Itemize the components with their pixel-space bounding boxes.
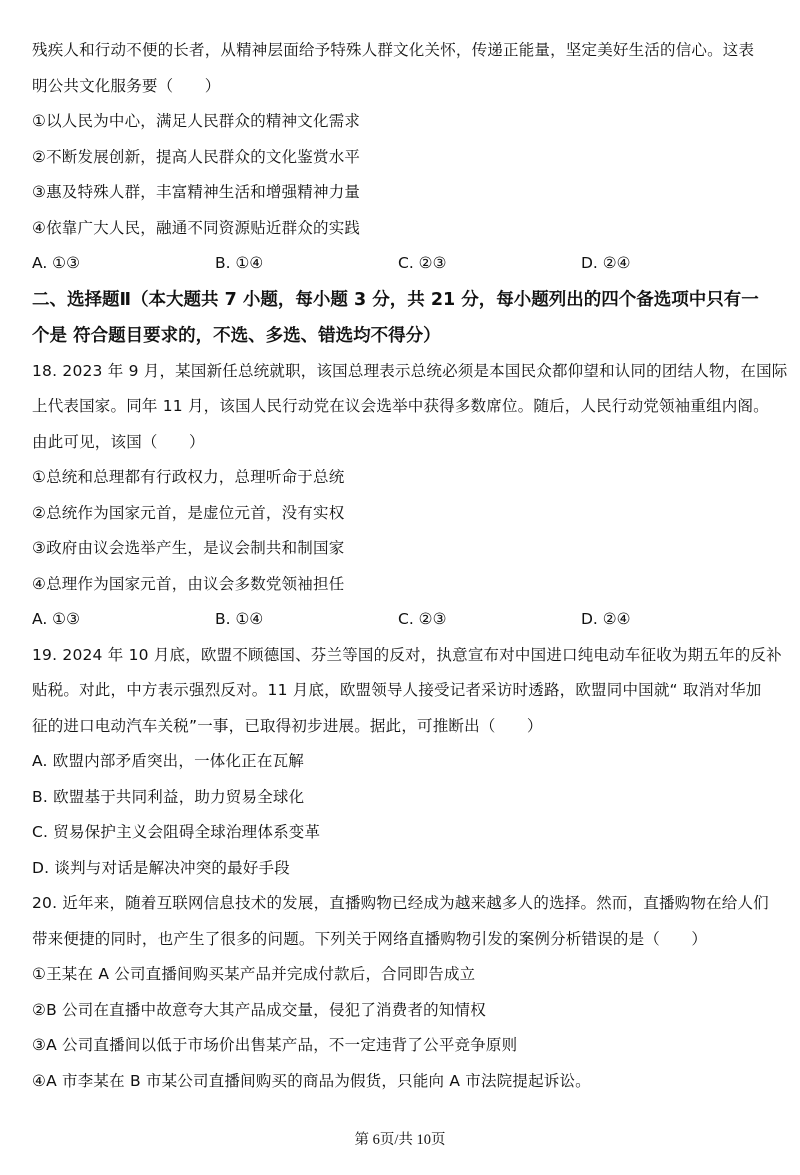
- stem-line: 带来便捷的同时，也产生了很多的问题。下列关于网络直播购物引发的案例分析错误的是（ ）: [32, 929, 708, 948]
- stem-line: 残疾人和行动不便的长者，从精神层面给予特殊人群文化关怀，传递正能量，坚定美好生活的信心。这表: [32, 41, 755, 59]
- stem-line: 19. 2024 年 10 月底，欧盟不顾德国、芬兰等国的反对，执意宣布对中国进口纯电动车征收为期五年的反补: [32, 645, 782, 664]
- option-statement: ④A 市李某在 B 市某公司直播间购买的商品为假货，只能向 A 市法院提起诉讼。: [32, 1071, 591, 1090]
- option-statement: ④依靠广大人民，融通不同资源贴近群众的实践: [32, 218, 361, 237]
- choice-a: A. ①③: [32, 610, 80, 628]
- stem-line: 征的进口电动汽车关税”一事，已取得初步进展。据此，可推断出（ ）: [32, 716, 543, 735]
- choice-c: C. ②③: [398, 254, 447, 272]
- choice-d: D. ②④: [581, 254, 631, 272]
- question-20: [32, 893, 772, 1091]
- choice-a: A. ①③: [32, 254, 80, 272]
- question-17-continued: [32, 40, 772, 273]
- answer-option-a: A. 欧盟内部矛盾突出，一体化正在瓦解: [32, 752, 304, 770]
- choice-d: D. ②④: [581, 610, 631, 628]
- stem-line: 由此可见，该国（ ）: [32, 432, 205, 451]
- option-statement: ①总统和总理都有行政权力，总理听命于总统: [32, 468, 345, 486]
- stem-line: 20. 近年来，随着互联网信息技术的发展，直播购物已经成为越来越多人的选择。然而，直播购物在给人们: [32, 894, 769, 912]
- option-statement: ②不断发展创新，提高人民群众的文化鉴赏水平: [32, 147, 361, 166]
- choice-b: B. ①④: [215, 610, 264, 628]
- section-title-line: 个是 符合题目要求的，不选、多选、错选均不得分）: [32, 325, 441, 346]
- option-statement: ④总理作为国家元首，由议会多数党领袖担任: [32, 574, 345, 593]
- choice-c: C. ②③: [398, 610, 447, 628]
- section-title-line: 二、选择题Ⅱ（本大题共 7 小题，每小题 3 分，共 21 分，每小题列出的四个备选项中只有一: [32, 289, 759, 310]
- question-19: [32, 645, 782, 878]
- choice-b: B. ①④: [215, 254, 264, 272]
- option-statement: ①以人民为中心，满足人民群众的精神文化需求: [32, 112, 361, 130]
- stem-line: 贴税。对此，中方表示强烈反对。11 月底，欧盟领导人接受记者采访时透路，欧盟同中国就“ 取消对华加: [32, 681, 762, 699]
- option-statement: ③惠及特殊人群，丰富精神生活和增强精神力量: [32, 183, 361, 201]
- answer-option-b: B. 欧盟基于共同利益，助力贸易全球化: [32, 787, 305, 806]
- exam-page: [32, 40, 788, 1106]
- option-statement: ②总统作为国家元首，是虚位元首，没有实权: [32, 503, 345, 522]
- option-statement: ③A 公司直播间以低于市场价出售某产品，不一定违背了公平竞争原则: [32, 1036, 518, 1054]
- stem-line: 上代表国家。同年 11 月，该国人民行动党在议会选举中获得多数席位。随后，人民行动党领袖重组内阁。: [32, 397, 769, 415]
- page-number: 第 6页/共 10页: [354, 1132, 446, 1148]
- stem-line: 明公共文化服务要（ ）: [32, 76, 221, 95]
- answer-choices: [32, 609, 772, 629]
- stem-line: 18. 2023 年 9 月，某国新任总统就职，该国总理表示总统必须是本国民众都仰望和认同的团结人物，在国际: [32, 361, 788, 380]
- question-18: [32, 361, 788, 630]
- answer-option-d: D. 谈判与对话是解决冲突的最好手段: [32, 858, 290, 877]
- option-statement: ①王某在 A 公司直播间购买某产品并完成付款后，合同即告成立: [32, 965, 476, 983]
- answer-option-c: C. 贸易保护主义会阻碍全球治理体系变革: [32, 823, 321, 841]
- answer-choices: [32, 253, 772, 273]
- option-statement: ②B 公司在直播中故意夸大其产品成交量，侵犯了消费者的知情权: [32, 1000, 486, 1019]
- section-heading: [32, 289, 772, 347]
- option-statement: ③政府由议会选举产生，是议会制共和制国家: [32, 539, 345, 557]
